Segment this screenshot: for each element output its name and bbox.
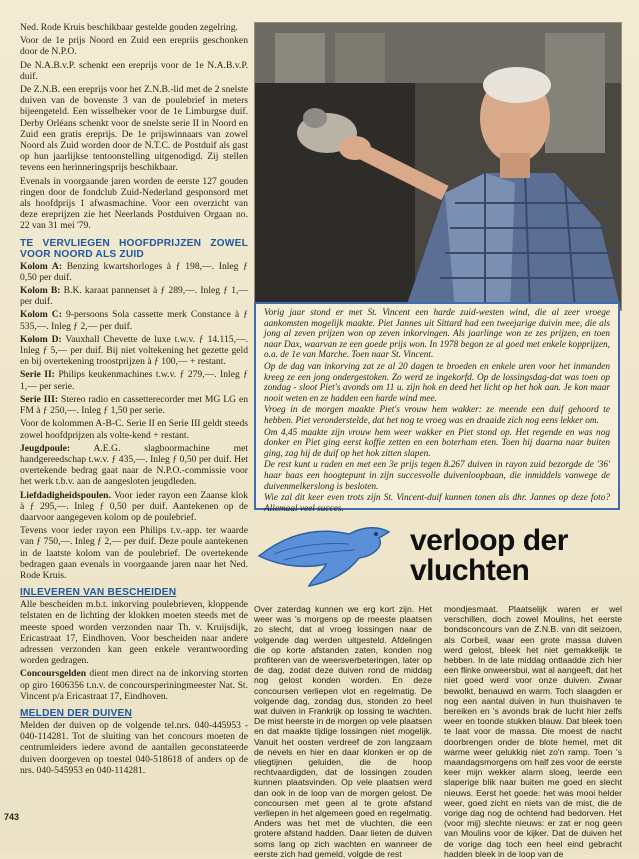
liefdadigheid: Liefdadigheidspoulen. Voor ieder rayon een Zaanse klok à ƒ 295,—. Inleg ƒ 0,50 per duif. Aantekenen op de daarvoor aangegeven kolom op de poulebrief. xyxy=(20,489,248,523)
paragraph: De Z.N.B. een ereprijs voor het Z.N.B.-lid met de 2 snelste duiven van de bovenste 3 van de poulebrief in meters bijeengeteld. Een wisselbeker voor de 1e Limburgse duif. Derby Orléans schenkt voor de snelste serie II in Noord en Zuid een gratis ereprijs. De 1e prijswinnaars van zowel Noord als Zuid worden door de N.T.C. de Postduif als gast op hun jaarlijkse tentoonstelling uitgenodigd. Zij stellen tevens een herinneringsprijs beschikbaar. xyxy=(20,84,248,174)
paragraph: Tevens voor ieder rayon een Philips t.v.-app. ter waarde van ƒ 750,—. Inleg ƒ 2,— per duif. Deze poule aantekenen in de laatste kolom van de poulebrief. De overtekende bedragen gaan evenals in voorgaande jaren naar het Ned. Rode Kruis. xyxy=(20,525,248,581)
jeugdpoule: Jeugdpoule: A.E.G. slagboormachine met handgereedschap t.w.v. ƒ 435,—. Inleg ƒ 0,50 per duif. Het overtekende bedrag gaat naar de N.P.O.-commissie voor het werk t.b.v. aan de aangesloten jeugdleden. xyxy=(20,442,248,488)
paragraph: Ned. Rode Kruis beschikbaar gestelde gouden zegelring. xyxy=(20,22,238,33)
caption-paragraph: De rest kunt u raden en met een 3e prijs tegen 8.267 duiven in rayon zuid bezorgde de '36' haar baas een hoogtepunt in zijn succesvolle duivenloopbaan, die inmiddels vanwege de duivenmelkerslong is besloten. xyxy=(264,460,610,492)
concoursgelden: Concoursgelden dient men direct na de inkorving storten op giro 1606356 t.n.v. de concoursperiningmeester Nat. St. Vincent p/a Ericastraat 17, Eindhoven. xyxy=(20,668,248,702)
photo-caption xyxy=(254,302,620,514)
kolom-a: Kolom A: Benzing kwartshorloges à ƒ 198,—. Inleg ƒ 0,50 per duif. xyxy=(20,260,248,283)
caption-paragraph: Op de dag van inkorving zat ze al 20 dagen te broeden en enkele uren voor het inmanden kreeg ze een jong ondergestoken. Zo werd ze ingekorfd. Op de lossingsdag-dat was toen op zondag - sloot Piet's avonds om 11 u. zijn hok en deed het licht op het hok aan. Je kon maar nooit weten en ze hadden een harde wind mee. xyxy=(264,361,610,404)
article-column-1 xyxy=(254,604,432,859)
serie-3: Serie III: Stereo radio en cassetterecorder met MG LG en FM à ƒ 250,—. Inleg ƒ 1,50 per serie. xyxy=(20,393,248,417)
dove-icon xyxy=(254,516,404,596)
kolom-c: Kolom C: 9-persoons Sola cassette merk Constance à ƒ 535,—. Inleg ƒ 2,— per duif. xyxy=(20,309,248,332)
section-title-melden: MELDEN DER DUIVEN xyxy=(20,707,133,719)
kolom-b: Kolom B: B.K. karaat pannenset à ƒ 289,—. Inleg ƒ 1,— per duif. xyxy=(20,285,248,308)
kolom-d: Kolom D: Vauxhall Chevette de luxe t.w.v. ƒ 14.115,—. Inleg ƒ 5,— per duif. Bij niet voltekening het gezette geld en bij overtekening troostprijzen à ƒ 100,— + restant. xyxy=(20,333,248,368)
section-title: verloop der vluchten xyxy=(410,524,568,587)
caption-paragraph: Vorig jaar stond er met St. Vincent een harde zuid-westen wind, die al zeer vroege aankomsten mogelijk maakte. Piet Jannes uit Sittard had een tweejarige duivin mee, die als jong al zeven prijzen won op zeven inkorvingen. Als jaarlinge won ze zes prijzen, en toen naar Dax, waarvan ze een goede prijs won. In 1978 begon ze al goed met enkele kopprijzen, o.a. de 1e van Marche. Toen naar St. Vincent. xyxy=(264,308,610,361)
paragraph: Voor de kolommen A-B-C. Serie II en Serie III geldt steeds zowel hoofdprijzen als volte-kend + restant. xyxy=(20,418,248,441)
article-column-2 xyxy=(444,604,622,859)
caption-paragraph: Vroeg in de morgen maakte Piet's vrouw hem wakker: ze meende een duif gehoord te hebben. Piet veronderstelde, dat het nog te vroeg was en draaide zich nog eens lekker om. xyxy=(264,405,610,426)
caption-paragraph: Wie zal dit keer even trots zijn St. Vincent-duif kunnen tonen als dhr. Jannes op deze foto? Allemaal veel succes. xyxy=(264,493,610,514)
paragraph: Evenals in voorgaande jaren worden de eerste 127 gouden ringen door de fondclub Zuid-Nederland gesponsord met als hoofdprijs 1 afwasmachine. Voor een overzicht van deze ereprijzen zie het Neerlands Postduiven Orgaan no. 22 van 31 mei '79. xyxy=(20,175,248,232)
page-number: 743 xyxy=(4,812,20,822)
section-title-hoofdprijzen: TE VERVLIEGEN HOOFDPRIJZEN ZOWEL VOOR NOORD ALS ZUID xyxy=(20,237,248,260)
paragraph: Over zaterdag kunnen we erg kort zijn. Het weer was 's morgens op de meeste plaatsen zo slecht, dat al vroeg lossingen naar de volgende dag werden uitgesteld. Afdelingen die op korte afstanden zaten, konden nog profiteren van de weersverbeteringen, later op de dag, zodat deze duiven rond de middag nog gelost konden worden. En deze concoursen verliepen vlot en regelmatig. De volgende dag, zondag dus, stonden zo heel wat duiven in Frankrijk op lossing te wachten. De mist heerste in de morgen op vele plaatsen en dat maakte tijdige lossingen niet mogelijk. Vanuit het oosten verdreef de zon langzaam de nevels en hier en daar klonken er op de vliegtijnen geluiden, die de hoop rechtvaardigden, dat de lossingen zouden kunnen plaatsvinden. Op vele plaatsen werd dan ook in de loop van de morgen gelost. De concoursen met geen al te grote afstand verliepen in het algemeen goed en regelmatig. Anders was het met de vluchten, die een grotere afstand hadden. Daar lieten de duiven soms lang op zich wachten en wanneer de eerste zich had gemeld, volgde de rest xyxy=(254,604,432,859)
photo-man-with-pigeon xyxy=(254,22,622,311)
paragraph: Melden der duiven op de volgende tel.nrs. 040-445953 - 040-114281. Tot de sluiting van het concours moeten de centrumleiders iedere avond de aantallen geconstateerde duiven doorgeven op toestel 040-518618 of anders op de nrs. 040-545953 en 040-114281. xyxy=(20,719,248,776)
section-title-inleveren: INLEVEREN VAN BESCHEIDEN xyxy=(20,587,177,599)
paragraph: mondjesmaat. Plaatselijk waren er wel verschillen, doch zowel Moulins, het eerste bondsconcours van de Z.N.B. van dit seizoen, als Corbeil, waar een grote massa duiven werd gelost, bleek het niet gemakkelijk te hebben. In de late middag ontlaadde zich hier een flinke onweersbui, wat al aangeeft, dat het niet goed werd voor onze duiven. Zwaar bewolkt, benauwd en warm. Toch slaagden er nog een aantal duiven in hun thuishaven te bereiken en 's avonds brak de lucht hier zelfs weer en toonde stukken blauw. Dat bleek toen te laat voor de massa. Die moest de nacht doorbrengen onder de blote hemel, met dit warme weer gelukkig niet zo'n ramp. Toen 's maandagsmorgens om half zes voor de eerste keer mijn wekker alarm sloeg, leerde een slaperige blik naar buiten me goed en slecht nieuws. Eerst het goede: het was mooi helder weer, goed zicht en niets van de mist, die de vorige dag nog de ochtend had bedorven. Het (voor mij) slechte nieuws: er zat er nog geen van Moulins voor de kijker. Dat de duiven het de vorige dag toch een heel eind gebracht hadden bleek in de loop van de xyxy=(444,604,622,859)
paragraph: Alle bescheiden m.b.t. inkorving poulebrieven, kloppende telstaten en de lichting der klokken moeten steeds met de meeste spoed worden verzonden naar Th. v. Kruijsdijk, Ericastraat 17, Eindhoven. Voor bescheiden naar andere adressen verzonden kan geen enkele verantwoording worden gedragen. xyxy=(20,599,248,667)
caption-paragraph: Om 4,45 maakte zijn vrouw hem weer wakker en Piet stond op. Het regende en was nog donker en Piet ging eerst koffie zetten en een boterham eten. Toen hij daarna naar buiten ging, zag hij de duif op het hok zitten slapen. xyxy=(264,427,610,459)
section-banner xyxy=(254,516,620,596)
paragraph: Voor de 1e prijs Noord en Zuid een erepriis geschonken door de N.P.O. xyxy=(20,35,248,58)
photo-illustration xyxy=(255,23,621,310)
paragraph: De N.A.B.v.P. schenkt een ereprijs voor de 1e N.A.B.v.P. duif. xyxy=(20,59,248,82)
left-column xyxy=(20,22,248,778)
serie-2: Serie II: Philips keukenmachines t.w.v. ƒ 279,—. Inleg ƒ 1,— per serie. xyxy=(20,369,248,392)
